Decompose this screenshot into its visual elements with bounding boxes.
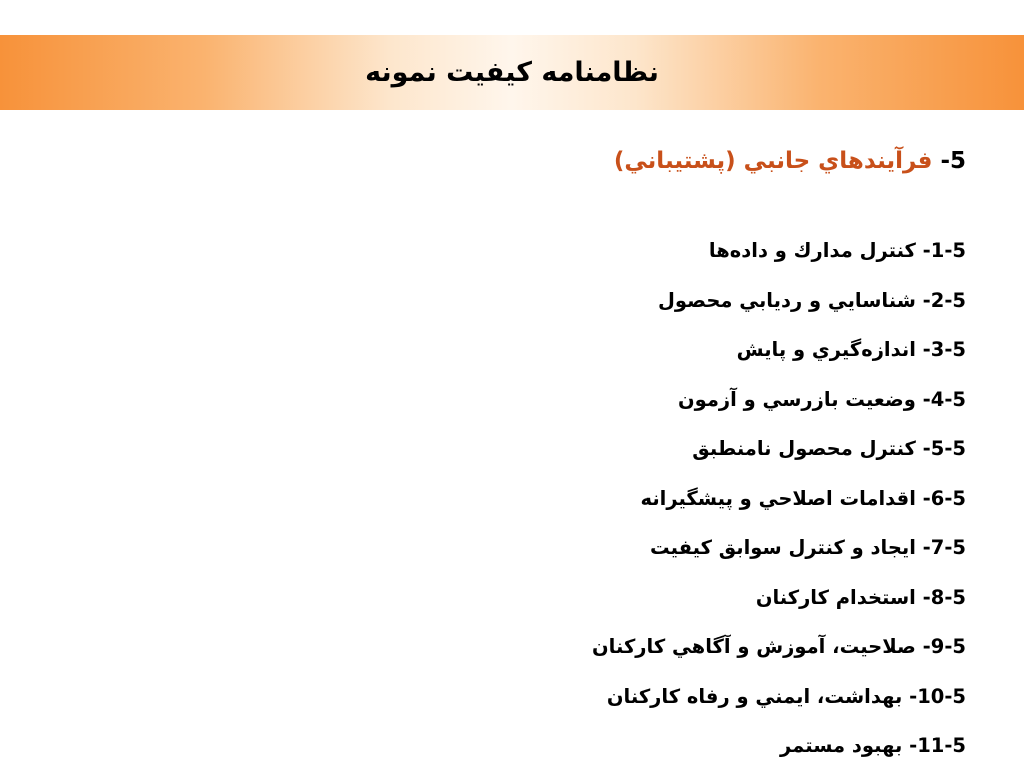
subsection-list: [592, 229, 966, 774]
list-item: 11-5- بهبود مستمر: [780, 734, 966, 757]
list-item: 1-5- کنترل مدارك و داده‌ها: [708, 239, 966, 262]
list-item: 8-5- استخدام کارکنان: [755, 585, 966, 609]
title-banner: [0, 35, 1024, 110]
section-title: فرآيندهاي جانبي (پشتيباني): [613, 148, 933, 174]
section-number: 5-: [940, 148, 966, 174]
list-item: 4-5- وضعيت بازرسي و آزمون: [677, 387, 966, 411]
list-item: 5-5- کنترل محصول نامنطبق: [692, 437, 966, 460]
list-item: 6-5- اقدامات اصلاحي و پيشگيرانه: [640, 486, 966, 510]
page-title: نظامنامه کيفيت نمونه: [365, 57, 659, 88]
list-item: 9-5- صلاحيت، آموزش و آگاهي کارکنان: [592, 635, 966, 658]
list-item: 10-5- بهداشت، ايمني و رفاه کارکنان: [606, 684, 966, 708]
list-item: 2-5- شناسايي و رديابي محصول: [657, 288, 966, 312]
list-item: 7-5- ايجاد و کنترل سوابق کيفيت: [649, 536, 966, 559]
section-heading: [614, 148, 966, 174]
list-item: 3-5- اندازه‌گيري و پايش: [736, 338, 966, 361]
